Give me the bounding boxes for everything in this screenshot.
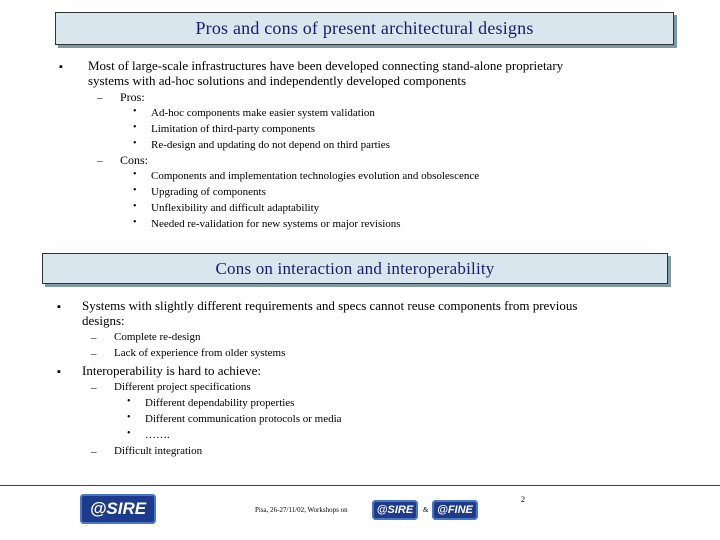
section2-title (42, 253, 668, 284)
cons-item: Components and implementation technologies evolution and obsolescence (151, 170, 480, 182)
pros-item: Ad-hoc components make easier system validation (151, 107, 375, 119)
section2-bullet1 (82, 298, 682, 328)
dash-marker: – (91, 446, 97, 458)
cons-label: Cons: (120, 153, 149, 167)
sire-logo (80, 494, 156, 524)
bullet2-item: Different project specifications (114, 381, 251, 393)
cons-item: Needed re-validation for new systems or major revisions (151, 218, 401, 230)
dash-marker: – (97, 92, 103, 104)
section1-title (55, 12, 674, 45)
bullet2-subitem: Different communication protocols or media (145, 413, 342, 425)
sire-small-logo-text: @SIRE (376, 504, 414, 516)
bullet-marker: ▪ (57, 301, 61, 313)
section2-bullet1-line2: designs: (82, 313, 125, 328)
dot-marker: • (133, 169, 137, 180)
dash-marker: – (91, 332, 97, 344)
bullet2-item: Difficult integration (114, 445, 203, 457)
fine-logo (432, 500, 478, 520)
dot-marker: • (133, 201, 137, 212)
page-number: 2 (521, 495, 525, 504)
dash-marker: – (97, 155, 103, 167)
section2-bullet1-line1: Systems with slightly different requirements and specs cannot reuse components from previous (82, 298, 578, 313)
dot-marker: • (133, 122, 137, 133)
section2-bullet2: Interoperability is hard to achieve: (82, 363, 262, 378)
pros-item: Limitation of third-party components (151, 123, 316, 135)
bullet-marker: ▪ (57, 366, 61, 378)
dot-marker: • (127, 396, 131, 407)
sire-logo-text: @SIRE (89, 499, 147, 518)
pros-item: Re-design and updating do not depend on third parties (151, 139, 390, 151)
footer-text: Pisa, 26-27/11/02, Workshops on (255, 506, 348, 514)
sire-small-logo (372, 500, 418, 520)
bullet2-subitem: Different dependability properties (145, 397, 295, 409)
dash-marker: – (91, 348, 97, 360)
cons-item: Upgrading of components (151, 186, 266, 198)
section1-title-text: Pros and cons of present architectural designs (195, 18, 534, 38)
fine-logo-text: @FINE (437, 504, 473, 516)
bullet-marker: ▪ (59, 61, 63, 73)
dot-marker: • (127, 412, 131, 423)
bullet1-item: Lack of experience from older systems (114, 347, 286, 359)
dot-marker: • (133, 138, 137, 149)
dash-marker: – (91, 382, 97, 394)
bullet1-item: Complete re-design (114, 331, 201, 343)
dot-marker: • (133, 106, 137, 117)
section1-bullet-line2: systems with ad-hoc solutions and independently developed components (88, 73, 467, 88)
dot-marker: • (127, 428, 131, 439)
dot-marker: • (133, 185, 137, 196)
dot-marker: • (133, 217, 137, 228)
footer-divider (0, 485, 720, 486)
section1-bullet-line1: Most of large-scale infrastructures have been developed connecting stand-alone proprietary (88, 58, 564, 73)
footer-ampersand: & (423, 506, 429, 514)
pros-label: Pros: (120, 90, 145, 104)
section1-bullet (88, 58, 688, 88)
cons-item: Unflexibility and difficult adaptability (151, 202, 320, 214)
section2-title-text: Cons on interaction and interoperability (215, 259, 495, 278)
bullet2-subitem: ……. (145, 429, 170, 441)
